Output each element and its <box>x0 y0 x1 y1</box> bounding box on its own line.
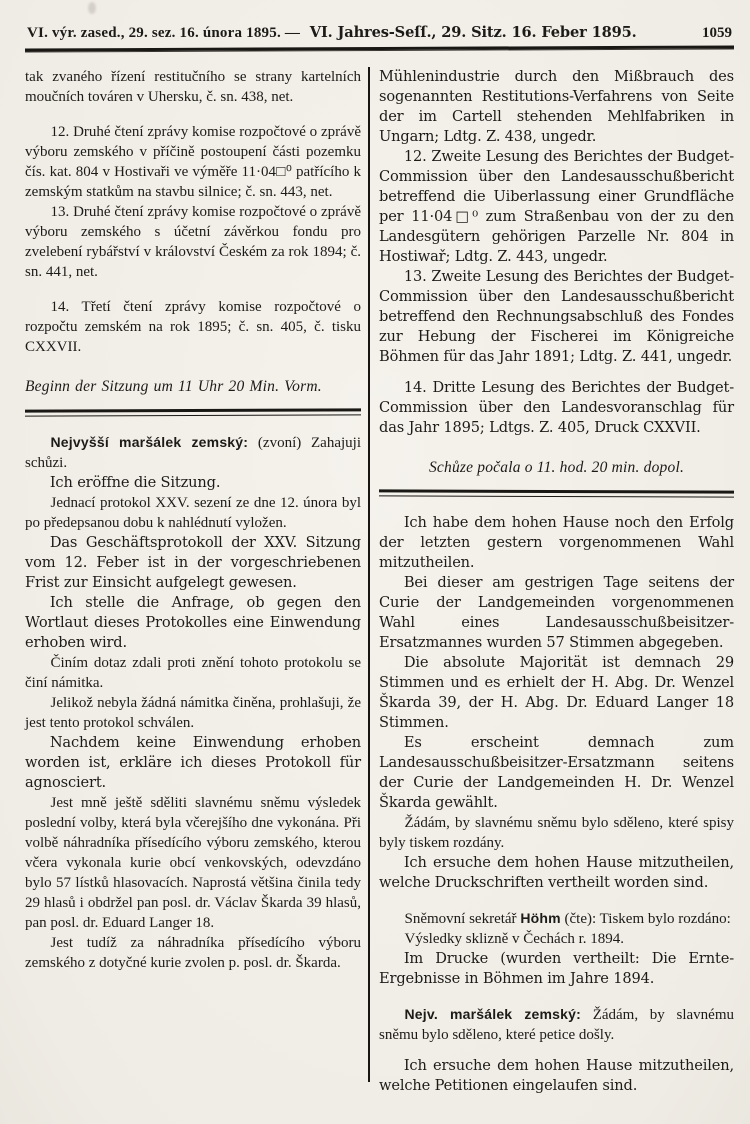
speech-election-result-cs: Jest mně ještě sděliti slavnému sněmu výsledek poslední volby, která byla včerejšího dne vykonána. Při volbě náhradníka přísedícího výboru zemského, kterou včera vykonala kurie obcí venkovských, odevzdáno bylo 57 lístků hlasovacích. Naprostá většina činila tedy 29 hlasů i obdržel pan posl. dr. Václav Škarda 39 hlasů, pan posl. dr. Eduard Langer 18. <box>25 795 361 931</box>
section-divider-rule-left <box>25 408 361 416</box>
speech-text: (zvoní) Zahajuji schůzi. <box>25 435 361 471</box>
speech-election-announcement-de: Ich habe dem hohen Hause noch den Erfolg der letzten gestern vorgenommenen Wahl mitzutheilen. <box>379 514 734 571</box>
speech-election-conclusion-cs: Jest tudíž za náhradníka přísedícího výboru zemského z dotyčné kurie zvolen p. posl. dr. Škarda. <box>25 935 361 971</box>
right-column-german <box>379 67 734 1096</box>
two-column-body <box>25 67 734 1096</box>
speaker-name-marshal: Nejvyšší maršálek zemský: <box>50 434 249 450</box>
speech-pre-text: Sněmovní sekretář <box>404 911 521 927</box>
speaker-name-marshal-short: Nejv. maršálek zemský: <box>404 1006 581 1022</box>
speech-petitions-de: Ich ersuche dem hohen Hause mitzutheilen, welche Petitionen eingelaufen sind. <box>379 1057 734 1094</box>
header-session-line <box>27 24 637 42</box>
agenda-item-12-cs: 12. Druhé čtení zprávy komise rozpočtové o zprávě výboru zemského v příčině postoupení části pozemku čís. kat. 804 v Hostivaři ve výměře 11·04□⁰ patřícího k zemským statkům na stavbu silnice; č. sn. 443, net. <box>25 124 361 200</box>
speech-request-prints-cs: Žádám, by slavnému sněmu bylo sděleno, které spisy byly tiskem rozdány. <box>379 815 734 851</box>
speech-protocol-cs: Jednací protokol XXV. sezení ze dne 12. února byl po předepsanou dobu k nahlédnutí vyložen. <box>25 495 361 531</box>
agenda-continuation-de: Mühlenindustrie durch den Mißbrauch des sogenannten Restitutions-Verfahrens von Seite der im Cartell stehenden Mehlfabriken in Ungarn; Ldtg. Z. 438, ungedr. <box>379 68 734 145</box>
speech-request-prints-de: Ich ersuche dem hohen Hause mitzutheilen, welche Druckschriften vertheilt worden sind. <box>379 854 734 891</box>
speech-election-conclusion-de: Es erscheint demnach zum Landesausschußbeisitzer-Ersatzmann seitens der Curie der Landgemeinden H. Dr. Wenzel Škarda gewählt. <box>379 734 734 811</box>
header-czech-session: VI. výr. zased., 29. sez. 16. února 1895. — <box>27 25 301 41</box>
header-german-session: VI. Jahres-Seſſ., 29. Sitz. 16. Feber 1895. <box>309 24 637 41</box>
speech-marshal-petitions <box>379 1004 734 1045</box>
page-header <box>25 24 734 47</box>
speech-protocol-approved-de: Nachdem keine Einwendung erhoben worden ist, erkläre ich dieses Protokoll für agnosciert. <box>25 734 361 791</box>
agenda-item-14-de: 14. Dritte Lesung des Berichtes der Budget-Commission über den Landesvoranschlag für das Jahr 1895; Ldtgs. Z. 405, Druck CXXVII. <box>379 379 734 436</box>
speaker-name-hohm: Höhm <box>520 910 561 926</box>
speech-secretary-hohm <box>379 908 734 929</box>
speech-protocol-approved-cs: Jelikož nebyla žádná námitka činěna, prohlašuji, že jest tento protokol schválen. <box>25 695 361 731</box>
section-divider-rule-right <box>379 489 734 497</box>
speech-objection-question-cs: Činím dotaz zdali proti znění tohoto protokolu se činí námitka. <box>25 655 361 691</box>
speech-objection-question-de: Ich stelle die Anfrage, ob gegen den Wortlaut dieses Protokolles eine Einwendung erhoben wird. <box>25 594 361 651</box>
left-column-czech <box>25 67 361 1096</box>
speech-protocol-de: Das Geschäftsprotokoll der XXV. Sitzung vom 12. Feber ist in der vorgeschriebenen Frist zur Einsicht aufgelegt gewesen. <box>25 534 361 591</box>
column-divider-rule <box>368 67 370 1082</box>
session-start-note-de: Beginn der Sitzung um 11 Uhr 20 Min. Vorm. <box>25 378 322 395</box>
speech-text: Žádám, by slavnému sněmu bylo sděleno, které petice došly. <box>379 1007 735 1043</box>
agenda-item-14-cs: 14. Třetí čtení zprávy komise rozpočtové o rozpočtu zemském na rok 1895; č. sn. 405, č. tisku CXXVII. <box>25 299 361 355</box>
agenda-item-12-de: 12. Zweite Lesung des Berichtes der Budget-Commission über den Landesausschußbericht betreffend die Uiberlassung einer Grundfläche per 11·04□⁰ zum Straßenbau von der zu den Landesgütern gehörigen Parzelle Nr. 804 in Hostiwař; Ldtg. Z. 443, ungedr. <box>379 148 734 265</box>
speech-harvest-results-de: Im Drucke (wurden vertheilt: Die Ernte-Ergebnisse in Böhmen im Jahre 1894. <box>379 950 734 987</box>
page-number: 1059 <box>702 25 732 41</box>
session-start-note-cs: Schůze počala o 11. hod. 20 min. dopol. <box>428 459 685 476</box>
agenda-item-13-de: 13. Zweite Lesung des Berichtes der Budget-Commission über den Landesausschußbericht betreffend den Rechnungsabschluß des Fondes zur Hebung der Fischerei im Königreiche Böhmen für das Jahr 1891; Ldtg. Z. 441, ungedr. <box>379 268 734 365</box>
speech-majority-de: Die absolute Majorität ist demnach 29 Stimmen und es erhielt der H. Abg. Dr. Wenzel Škarda 39, der H. Abg. Dr. Eduard Langer 18 Stimmen. <box>379 654 734 731</box>
agenda-item-13-cs: 13. Druhé čtení zprávy komise rozpočtové o zprávě výboru zemského s účetní závěrkou fondu pro zvelebení rybářství v království Českém za rok 1894; č. sn. 441, net. <box>25 204 361 280</box>
scan-smudge-artifact <box>88 2 96 14</box>
speech-text: (čte): Tiskem bylo rozdáno: <box>560 911 731 927</box>
speech-election-votes-de: Bei dieser am gestrigen Tage seitens der Curie der Landgemeinden vorgenommenen Wahl eines Landesausschußbeisitzer-Ersatzmannes wurden 57 Stimmen abgegeben. <box>379 574 734 651</box>
agenda-continuation-cs: tak zvaného řízení restitučního se strany kartelních moučních továren v Uhersku, č. sn. 438, net. <box>25 69 361 105</box>
speech-marshal-opening <box>25 432 361 473</box>
speech-harvest-results-cs: Výsledky sklizně v Čechách r. 1894. <box>404 931 625 947</box>
speech-opening-de: Ich eröffne die Sitzung. <box>49 474 221 491</box>
